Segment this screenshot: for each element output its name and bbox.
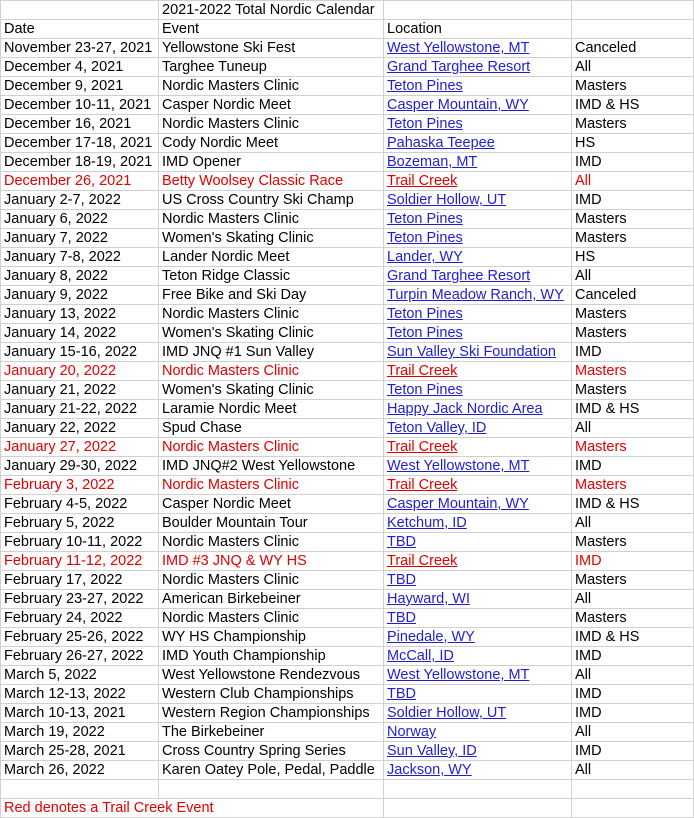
cell-location[interactable] — [384, 267, 572, 286]
cell-event[interactable]: Karen Oatey Pole, Pedal, Paddle — [159, 761, 384, 780]
cell-group[interactable]: All — [572, 590, 694, 609]
table-row — [1, 514, 694, 533]
location-link[interactable]: Casper Mountain, WY — [387, 97, 529, 113]
cell-location[interactable] — [384, 438, 572, 457]
location-link[interactable]: Teton Pines — [387, 325, 463, 341]
table-row — [1, 457, 694, 476]
cell-location[interactable] — [384, 172, 572, 191]
table-row — [1, 115, 694, 134]
table-row — [1, 742, 694, 761]
location-link[interactable]: West Yellowstone, MT — [387, 40, 530, 56]
table-row — [1, 476, 694, 495]
cell-group[interactable]: IMD — [572, 191, 694, 210]
table-row — [1, 628, 694, 647]
cell-event[interactable]: IMD Youth Championship — [159, 647, 384, 666]
cell-event[interactable]: IMD JNQ #1 Sun Valley — [159, 343, 384, 362]
cell-date[interactable]: January 27, 2022 — [1, 438, 159, 457]
cell-location[interactable] — [384, 761, 572, 780]
cell-location[interactable] — [384, 191, 572, 210]
cell-group[interactable]: All — [572, 514, 694, 533]
cell-event[interactable]: Targhee Tuneup — [159, 58, 384, 77]
cell-location[interactable] — [384, 552, 572, 571]
cell-empty[interactable] — [384, 1, 572, 20]
cell-date[interactable]: February 4-5, 2022 — [1, 495, 159, 514]
location-link[interactable]: Grand Targhee Resort — [387, 268, 531, 284]
cell-event[interactable]: Women's Skating Clinic — [159, 229, 384, 248]
cell-event[interactable]: IMD #3 JNQ & WY HS — [159, 552, 384, 571]
cell-event[interactable]: Nordic Masters Clinic — [159, 533, 384, 552]
cell-location[interactable] — [384, 609, 572, 628]
table-row — [1, 134, 694, 153]
cell-event[interactable]: West Yellowstone Rendezvous — [159, 666, 384, 685]
cell-event[interactable]: American Birkebeiner — [159, 590, 384, 609]
cell-date[interactable]: January 7-8, 2022 — [1, 248, 159, 267]
location-link[interactable]: TBD — [387, 610, 416, 626]
table-row — [1, 39, 694, 58]
cell-location[interactable] — [384, 39, 572, 58]
cell-date[interactable]: December 18-19, 2021 — [1, 153, 159, 172]
cell-date[interactable]: November 23-27, 2021 — [1, 39, 159, 58]
cell-event[interactable]: Nordic Masters Clinic — [159, 210, 384, 229]
location-link[interactable]: West Yellowstone, MT — [387, 667, 530, 683]
cell-location[interactable] — [384, 248, 572, 267]
location-link[interactable]: Hayward, WI — [387, 591, 470, 607]
cell-event[interactable]: Spud Chase — [159, 419, 384, 438]
location-link[interactable]: Happy Jack Nordic Area — [387, 401, 543, 417]
cell-event[interactable]: Cody Nordic Meet — [159, 134, 384, 153]
cell-event[interactable]: Casper Nordic Meet — [159, 495, 384, 514]
cell-event[interactable]: Casper Nordic Meet — [159, 96, 384, 115]
cell-event[interactable]: Nordic Masters Clinic — [159, 609, 384, 628]
table-row — [1, 153, 694, 172]
cell-location[interactable] — [384, 343, 572, 362]
cell-group[interactable]: Masters — [572, 533, 694, 552]
cell-date[interactable]: January 20, 2022 — [1, 362, 159, 381]
location-link[interactable]: Teton Pines — [387, 78, 463, 94]
location-link[interactable]: Lander, WY — [387, 249, 463, 265]
cell-event[interactable]: WY HS Championship — [159, 628, 384, 647]
sheet-title[interactable]: 2021-2022 Total Nordic Calendar — [159, 1, 384, 20]
cell-date[interactable]: March 10-13, 2021 — [1, 704, 159, 723]
location-link[interactable]: Sun Valley, ID — [387, 743, 477, 759]
location-link[interactable]: Teton Pines — [387, 116, 463, 132]
table-row — [1, 419, 694, 438]
cell-date[interactable]: January 21-22, 2022 — [1, 400, 159, 419]
cell-event[interactable]: The Birkebeiner — [159, 723, 384, 742]
cell-event[interactable]: Nordic Masters Clinic — [159, 115, 384, 134]
table-row — [1, 704, 694, 723]
table-row — [1, 58, 694, 77]
cell-group[interactable]: Masters — [572, 381, 694, 400]
cell-event[interactable]: Laramie Nordic Meet — [159, 400, 384, 419]
cell-event[interactable]: Western Region Championships — [159, 704, 384, 723]
cell-event[interactable]: Lander Nordic Meet — [159, 248, 384, 267]
header-row — [1, 20, 694, 39]
location-link[interactable]: Teton Pines — [387, 306, 463, 322]
cell-empty[interactable] — [572, 1, 694, 20]
cell-date[interactable]: January 2-7, 2022 — [1, 191, 159, 210]
table-row — [1, 685, 694, 704]
cell-date[interactable]: February 25-26, 2022 — [1, 628, 159, 647]
cell-location[interactable] — [384, 210, 572, 229]
table-row — [1, 400, 694, 419]
footnote[interactable]: Red denotes a Trail Creek Event — [1, 799, 384, 818]
cell-date[interactable]: January 14, 2022 — [1, 324, 159, 343]
table-row — [1, 210, 694, 229]
cell-location[interactable] — [384, 153, 572, 172]
header-group[interactable] — [572, 20, 694, 39]
table-row — [1, 324, 694, 343]
table-row — [1, 495, 694, 514]
cell-event[interactable]: Women's Skating Clinic — [159, 324, 384, 343]
location-link[interactable]: Teton Pines — [387, 382, 463, 398]
cell-date[interactable]: February 26-27, 2022 — [1, 647, 159, 666]
table-row — [1, 229, 694, 248]
cell-location[interactable] — [384, 324, 572, 343]
cell-event[interactable]: Yellowstone Ski Fest — [159, 39, 384, 58]
cell-event[interactable]: Women's Skating Clinic — [159, 381, 384, 400]
table-row — [1, 571, 694, 590]
cell-empty[interactable] — [572, 780, 694, 799]
table-row — [1, 723, 694, 742]
cell-location[interactable] — [384, 495, 572, 514]
cell-group[interactable]: Masters — [572, 476, 694, 495]
cell-empty[interactable] — [572, 799, 694, 818]
cell-location[interactable] — [384, 305, 572, 324]
cell-location[interactable] — [384, 685, 572, 704]
cell-group[interactable]: Canceled — [572, 286, 694, 305]
cell-date[interactable]: January 7, 2022 — [1, 229, 159, 248]
cell-location[interactable] — [384, 628, 572, 647]
location-link[interactable]: Norway — [387, 724, 437, 740]
cell-date[interactable]: March 12-13, 2022 — [1, 685, 159, 704]
location-link[interactable]: Grand Targhee Resort — [387, 59, 531, 75]
location-link[interactable]: West Yellowstone, MT — [387, 458, 530, 474]
cell-event[interactable]: Nordic Masters Clinic — [159, 571, 384, 590]
cell-date[interactable]: January 29-30, 2022 — [1, 457, 159, 476]
cell-date[interactable]: January 15-16, 2022 — [1, 343, 159, 362]
table-row — [1, 761, 694, 780]
cell-date[interactable]: February 10-11, 2022 — [1, 533, 159, 552]
table-row — [1, 647, 694, 666]
table-row — [1, 267, 694, 286]
cell-group[interactable]: IMD & HS — [572, 628, 694, 647]
cell-event[interactable]: IMD Opener — [159, 153, 384, 172]
cell-date[interactable]: December 10-11, 2021 — [1, 96, 159, 115]
cell-group[interactable]: Masters — [572, 115, 694, 134]
cell-group[interactable]: Canceled — [572, 39, 694, 58]
cell-location[interactable] — [384, 77, 572, 96]
location-link[interactable]: Soldier Hollow, UT — [387, 705, 507, 721]
location-link[interactable]: TBD — [387, 572, 416, 588]
location-link[interactable]: Teton Valley, ID — [387, 420, 487, 436]
cell-date[interactable]: January 8, 2022 — [1, 267, 159, 286]
cell-group[interactable]: Masters — [572, 210, 694, 229]
cell-location[interactable] — [384, 286, 572, 305]
cell-group[interactable]: All — [572, 723, 694, 742]
cell-group[interactable]: All — [572, 58, 694, 77]
table-row — [1, 552, 694, 571]
cell-date[interactable]: February 3, 2022 — [1, 476, 159, 495]
location-link[interactable]: McCall, ID — [387, 648, 454, 664]
location-link[interactable]: TBD — [387, 686, 416, 702]
cell-empty[interactable] — [1, 780, 159, 799]
header-event[interactable]: Event — [159, 20, 384, 39]
cell-group[interactable]: HS — [572, 134, 694, 153]
location-link[interactable]: Trail Creek — [387, 553, 458, 569]
title-row — [1, 1, 694, 20]
cell-location[interactable] — [384, 115, 572, 134]
cell-location[interactable] — [384, 229, 572, 248]
cell-group[interactable]: IMD — [572, 457, 694, 476]
table-row — [1, 590, 694, 609]
cell-group[interactable]: IMD — [572, 685, 694, 704]
cell-location[interactable] — [384, 590, 572, 609]
cell-group[interactable]: Masters — [572, 571, 694, 590]
cell-group[interactable]: HS — [572, 248, 694, 267]
table-row — [1, 381, 694, 400]
cell-date[interactable]: March 5, 2022 — [1, 666, 159, 685]
cell-date[interactable]: January 13, 2022 — [1, 305, 159, 324]
cell-event[interactable]: Boulder Mountain Tour — [159, 514, 384, 533]
cell-group[interactable]: All — [572, 666, 694, 685]
location-link[interactable]: Trail Creek — [387, 173, 458, 189]
blank-row — [1, 780, 694, 799]
cell-location[interactable] — [384, 742, 572, 761]
cell-location[interactable] — [384, 96, 572, 115]
cell-event[interactable]: Nordic Masters Clinic — [159, 305, 384, 324]
table-row — [1, 286, 694, 305]
table-row — [1, 172, 694, 191]
cell-date[interactable]: December 4, 2021 — [1, 58, 159, 77]
cell-location[interactable] — [384, 666, 572, 685]
cell-location[interactable] — [384, 533, 572, 552]
cell-date[interactable]: January 22, 2022 — [1, 419, 159, 438]
cell-date[interactable]: March 19, 2022 — [1, 723, 159, 742]
cell-group[interactable]: IMD — [572, 647, 694, 666]
cell-empty[interactable] — [159, 780, 384, 799]
table-row — [1, 305, 694, 324]
table-row — [1, 666, 694, 685]
cell-date[interactable]: January 21, 2022 — [1, 381, 159, 400]
cell-group[interactable]: Masters — [572, 362, 694, 381]
table-row — [1, 77, 694, 96]
cell-group[interactable]: IMD — [572, 704, 694, 723]
cell-date[interactable]: February 17, 2022 — [1, 571, 159, 590]
location-link[interactable]: Turpin Meadow Ranch, WY — [387, 287, 564, 303]
cell-event[interactable]: Nordic Masters Clinic — [159, 77, 384, 96]
cell-location[interactable] — [384, 571, 572, 590]
table-row — [1, 533, 694, 552]
cell-group[interactable]: Masters — [572, 324, 694, 343]
cell-event[interactable]: Western Club Championships — [159, 685, 384, 704]
table-row — [1, 96, 694, 115]
cell-location[interactable] — [384, 381, 572, 400]
table-row — [1, 191, 694, 210]
cell-date[interactable]: February 23-27, 2022 — [1, 590, 159, 609]
cell-date[interactable]: February 24, 2022 — [1, 609, 159, 628]
cell-group[interactable]: IMD — [572, 343, 694, 362]
cell-event[interactable]: US Cross Country Ski Champ — [159, 191, 384, 210]
location-link[interactable]: Jackson, WY — [387, 762, 472, 778]
location-link[interactable]: Teton Pines — [387, 211, 463, 227]
location-link[interactable]: TBD — [387, 534, 416, 550]
cell-group[interactable]: IMD & HS — [572, 400, 694, 419]
location-link[interactable]: Teton Pines — [387, 230, 463, 246]
cell-empty[interactable] — [384, 799, 572, 818]
cell-group[interactable]: All — [572, 419, 694, 438]
location-link[interactable]: Bozeman, MT — [387, 154, 478, 170]
location-link[interactable]: Pahaska Teepee — [387, 135, 495, 151]
location-link[interactable]: Casper Mountain, WY — [387, 496, 529, 512]
table-row — [1, 438, 694, 457]
cell-date[interactable]: January 6, 2022 — [1, 210, 159, 229]
cell-group[interactable]: Masters — [572, 305, 694, 324]
cell-event[interactable]: Free Bike and Ski Day — [159, 286, 384, 305]
cell-location[interactable] — [384, 476, 572, 495]
cell-location[interactable] — [384, 134, 572, 153]
cell-date[interactable]: February 5, 2022 — [1, 514, 159, 533]
table-row — [1, 248, 694, 267]
cell-event[interactable]: Nordic Masters Clinic — [159, 362, 384, 381]
cell-group[interactable]: IMD — [572, 742, 694, 761]
cell-group[interactable]: Masters — [572, 77, 694, 96]
cell-event[interactable]: Teton Ridge Classic — [159, 267, 384, 286]
cell-event[interactable]: Betty Woolsey Classic Race — [159, 172, 384, 191]
cell-group[interactable]: IMD & HS — [572, 495, 694, 514]
header-location[interactable]: Location — [384, 20, 572, 39]
cell-date[interactable]: December 26, 2021 — [1, 172, 159, 191]
cell-group[interactable]: Masters — [572, 609, 694, 628]
location-link[interactable]: Trail Creek — [387, 477, 458, 493]
cell-date[interactable]: December 16, 2021 — [1, 115, 159, 134]
header-date[interactable]: Date — [1, 20, 159, 39]
cell-location[interactable] — [384, 723, 572, 742]
location-link[interactable]: Sun Valley Ski Foundation — [387, 344, 557, 360]
cell-location[interactable] — [384, 704, 572, 723]
cell-date[interactable]: January 9, 2022 — [1, 286, 159, 305]
table-row — [1, 362, 694, 381]
cell-location[interactable] — [384, 647, 572, 666]
location-link[interactable]: Soldier Hollow, UT — [387, 192, 507, 208]
cell-group[interactable]: Masters — [572, 229, 694, 248]
cell-group[interactable]: All — [572, 267, 694, 286]
cell-group[interactable]: All — [572, 761, 694, 780]
location-link[interactable]: Pinedale, WY — [387, 629, 475, 645]
cell-event[interactable]: Cross Country Spring Series — [159, 742, 384, 761]
cell-date[interactable]: March 26, 2022 — [1, 761, 159, 780]
cell-location[interactable] — [384, 514, 572, 533]
cell-group[interactable]: IMD & HS — [572, 96, 694, 115]
table-row — [1, 343, 694, 362]
footnote-row — [1, 799, 694, 818]
cell-empty[interactable] — [384, 780, 572, 799]
cell-location[interactable] — [384, 457, 572, 476]
cell-location[interactable] — [384, 419, 572, 438]
cell-event[interactable]: Nordic Masters Clinic — [159, 476, 384, 495]
cell-group[interactable]: All — [572, 172, 694, 191]
cell-event[interactable]: IMD JNQ#2 West Yellowstone — [159, 457, 384, 476]
cell-group[interactable]: IMD — [572, 153, 694, 172]
location-link[interactable]: Trail Creek — [387, 363, 458, 379]
cell-group[interactable]: Masters — [572, 438, 694, 457]
cell-date[interactable]: December 9, 2021 — [1, 77, 159, 96]
location-link[interactable]: Trail Creek — [387, 439, 458, 455]
cell-empty[interactable] — [1, 1, 159, 20]
cell-date[interactable]: December 17-18, 2021 — [1, 134, 159, 153]
cell-location[interactable] — [384, 400, 572, 419]
cell-location[interactable] — [384, 58, 572, 77]
cell-event[interactable]: Nordic Masters Clinic — [159, 438, 384, 457]
table-row — [1, 609, 694, 628]
location-link[interactable]: Ketchum, ID — [387, 515, 467, 531]
cell-date[interactable]: March 25-28, 2021 — [1, 742, 159, 761]
cell-location[interactable] — [384, 362, 572, 381]
cell-group[interactable]: IMD — [572, 552, 694, 571]
cell-date[interactable]: February 11-12, 2022 — [1, 552, 159, 571]
